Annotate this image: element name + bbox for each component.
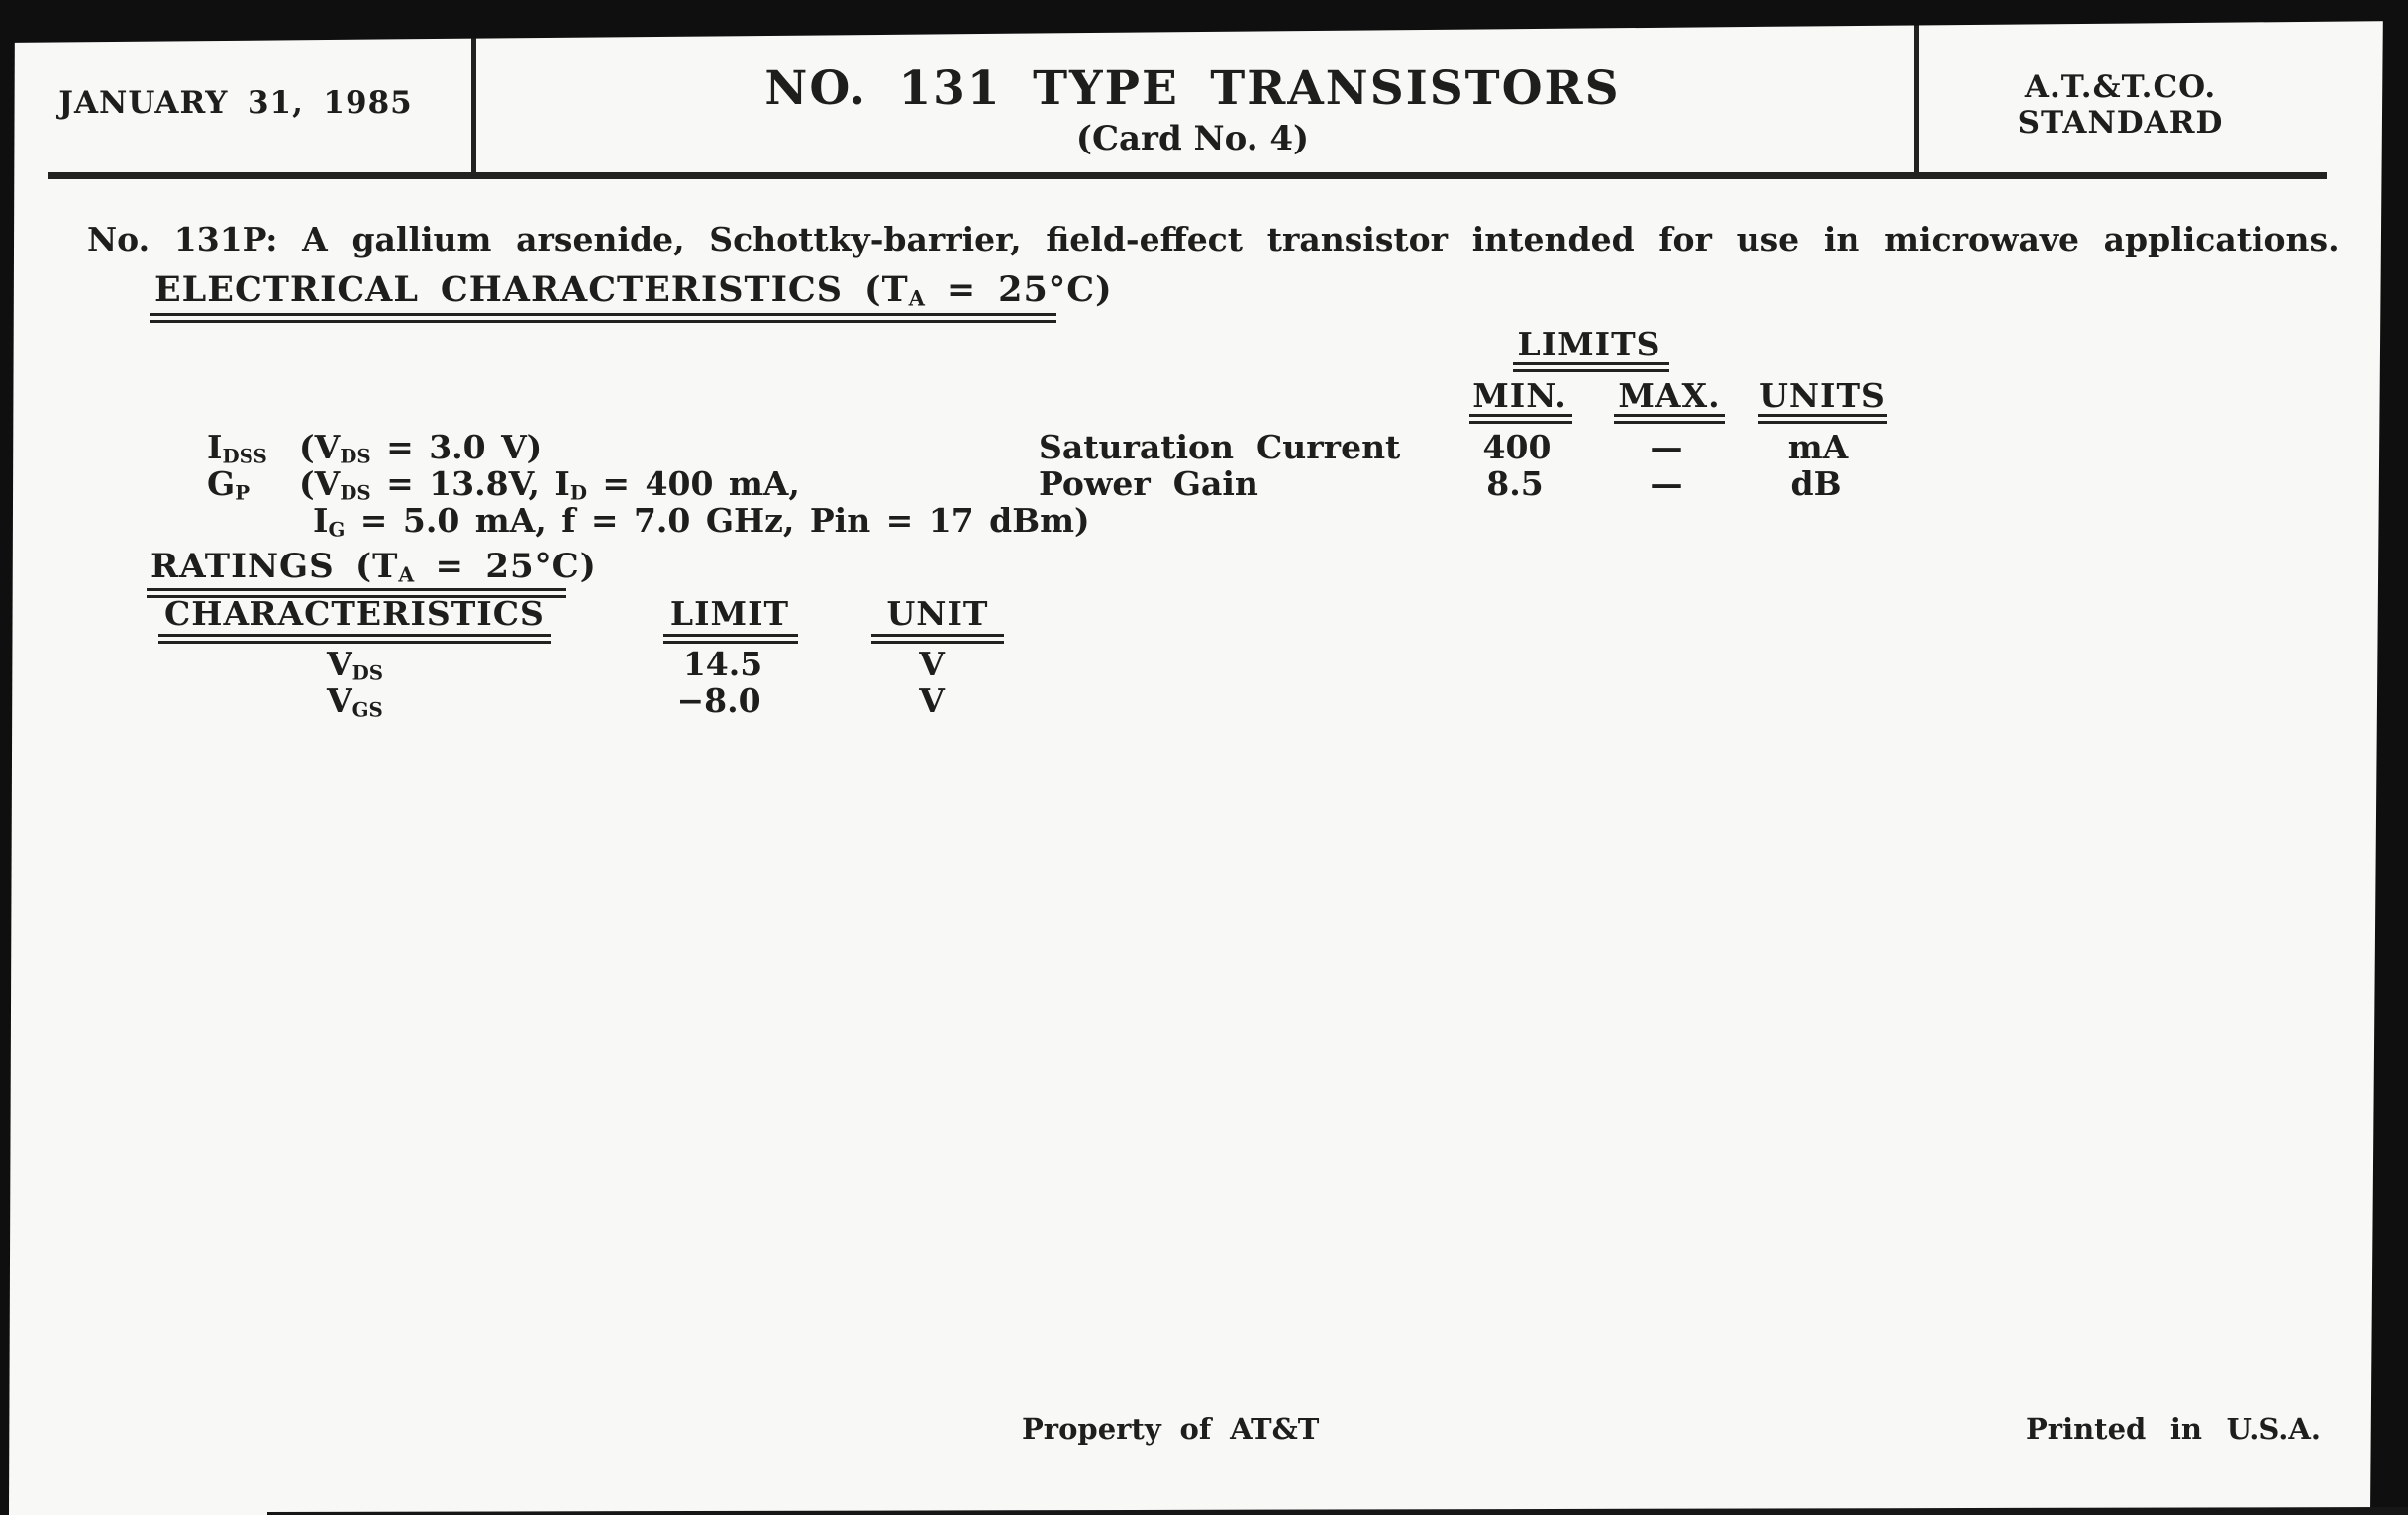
characteristics-underline bbox=[158, 634, 551, 644]
test-condition bbox=[299, 464, 800, 504]
cond-part: = 5.0 mA, f = 7.0 GHz, Pin = 17 dBm) bbox=[345, 501, 1090, 540]
characteristic-name: Saturation Current bbox=[1039, 428, 1401, 466]
max-value: — bbox=[1650, 464, 1683, 503]
characteristics-column-header: CHARACTERISTICS bbox=[164, 594, 545, 633]
param-letter: V bbox=[327, 681, 352, 720]
min-value: 400 bbox=[1482, 428, 1552, 466]
param-letter: V bbox=[327, 645, 352, 683]
cond-part: (V bbox=[299, 464, 341, 503]
electrical-heading-underline bbox=[150, 313, 1056, 323]
limit-underline bbox=[663, 634, 798, 644]
units-column-header: UNITS bbox=[1759, 376, 1886, 415]
param-symbol bbox=[207, 428, 267, 467]
cond-subscript: D bbox=[569, 480, 587, 505]
param-subscript: DS bbox=[351, 660, 384, 685]
param-letter: I bbox=[207, 428, 223, 466]
electrical-heading-sub: A bbox=[908, 285, 925, 311]
param-subscript: DSS bbox=[222, 444, 267, 468]
electrical-heading-text: ELECTRICAL CHARACTERISTICS (T bbox=[154, 269, 909, 310]
electrical-heading bbox=[154, 269, 1113, 311]
test-condition bbox=[299, 428, 542, 467]
max-underline bbox=[1614, 414, 1725, 424]
ratings-heading-text: RATINGS (T bbox=[150, 547, 399, 586]
rating-unit-value: V bbox=[919, 681, 945, 720]
ratings-heading bbox=[150, 547, 597, 586]
param-letter: G bbox=[207, 464, 236, 503]
test-condition-continued bbox=[313, 501, 1090, 541]
electrical-heading-tail: = 25°C) bbox=[924, 269, 1113, 310]
doc-title: NO. 131 TYPE TRANSISTORS bbox=[764, 61, 1621, 116]
cond-subscript: DS bbox=[340, 480, 371, 505]
param-subscript: GS bbox=[351, 697, 383, 722]
cond-part: I bbox=[313, 501, 329, 540]
ratings-heading-tail: = 25°C) bbox=[414, 547, 597, 586]
footer-printed-notice: Printed in U.S.A. bbox=[2026, 1412, 2321, 1446]
cond-part: (V bbox=[299, 428, 341, 466]
cond-subscript: G bbox=[328, 517, 346, 542]
card-number: (Card No. 4) bbox=[1075, 119, 1310, 158]
units-value: dB bbox=[1790, 464, 1842, 503]
min-underline bbox=[1469, 414, 1572, 424]
cond-part: = 13.8V, I bbox=[370, 464, 570, 503]
org-standard: STANDARD bbox=[2017, 105, 2224, 141]
footer-property-notice: Property of AT&T bbox=[1022, 1412, 1320, 1446]
max-column-header: MAX. bbox=[1618, 376, 1721, 415]
min-column-header: MIN. bbox=[1472, 376, 1567, 415]
rating-param bbox=[327, 645, 383, 684]
units-underline bbox=[1758, 414, 1887, 424]
cond-subscript: DS bbox=[340, 444, 371, 468]
org-name: A.T.&T.CO. bbox=[2024, 69, 2217, 105]
description-text: No. 131P: A gallium arsenide, Schottky-barrier, field-effect transistor intended for use in microwave applications. bbox=[87, 220, 2340, 258]
limits-underline bbox=[1513, 362, 1669, 372]
header-rule bbox=[48, 172, 2327, 179]
cond-part: = 400 mA, bbox=[586, 464, 800, 503]
rating-limit-value: −8.0 bbox=[676, 681, 761, 720]
date-label: JANUARY 31, 1985 bbox=[58, 85, 413, 121]
ratings-heading-sub: A bbox=[398, 562, 415, 587]
unit-underline bbox=[871, 634, 1004, 644]
rating-param bbox=[327, 681, 383, 721]
min-value: 8.5 bbox=[1486, 464, 1544, 503]
limits-header: LIMITS bbox=[1517, 325, 1661, 363]
param-subscript: P bbox=[235, 480, 251, 505]
cond-part: = 3.0 V) bbox=[370, 428, 543, 466]
param-symbol bbox=[207, 464, 250, 504]
characteristic-name: Power Gain bbox=[1039, 464, 1258, 503]
unit-column-header: UNIT bbox=[886, 594, 989, 633]
units-value: mA bbox=[1787, 428, 1849, 466]
rating-unit-value: V bbox=[919, 645, 945, 683]
limit-column-header: LIMIT bbox=[669, 594, 790, 633]
rating-limit-value: 14.5 bbox=[682, 645, 763, 683]
max-value: — bbox=[1650, 428, 1683, 466]
